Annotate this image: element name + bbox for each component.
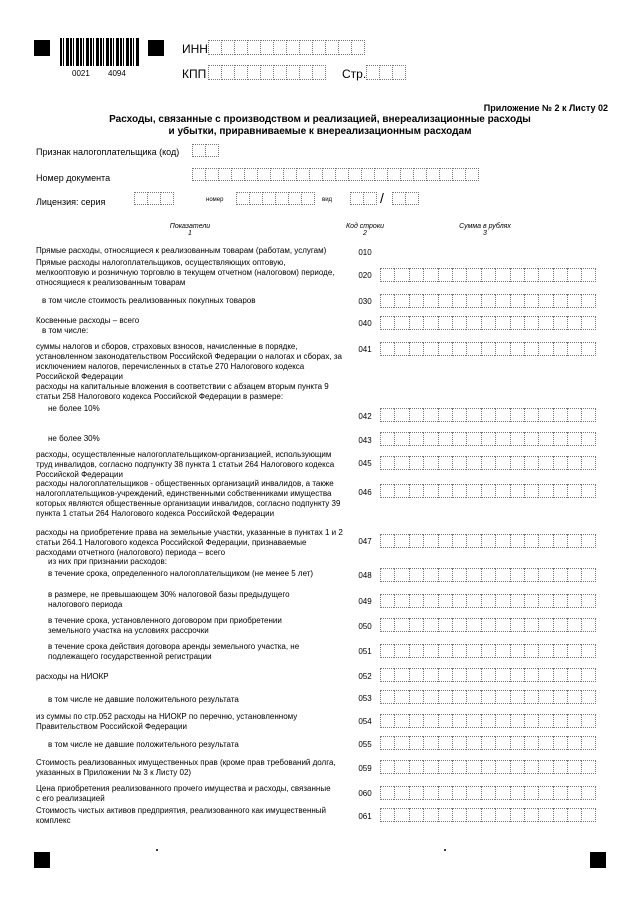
corner-marker-bottom-right — [590, 852, 606, 868]
doc-number-input[interactable] — [192, 168, 479, 181]
amount-input-043[interactable] — [380, 432, 596, 446]
row-code-053: 053 — [358, 694, 372, 703]
column-header-indicators: Показатели 1 — [169, 223, 211, 237]
row-label-040: Косвенные расходы – всего — [36, 316, 140, 325]
corner-marker-top-left — [34, 40, 50, 56]
row-code-055: 055 — [358, 740, 372, 749]
taxpayer-sign-label: Признак налогоплательщика (код) — [36, 147, 180, 157]
row-label-059: Стоимость реализованных имущественных прав (кроме прав требований долга, указанных в Приложении № 3 к Листу 02) — [36, 758, 336, 777]
row-label-020: Прямые расходы налогоплательщиков, осуществляющих оптовую, мелкооптовую и розничную торговлю в текущем отчетном (налоговом) периоде, относящиеся к реализованным товарам — [36, 258, 335, 287]
row-sub-047: из них при признании расходов: — [48, 557, 167, 566]
amount-input-042[interactable] — [380, 408, 596, 422]
row-label-042: не более 10% — [48, 404, 100, 413]
row-label-010: Прямые расходы, относящиеся к реализованным товарам (работам, услугам) — [36, 246, 327, 255]
inn-input[interactable] — [208, 40, 365, 55]
amount-input-047[interactable] — [380, 534, 596, 548]
row-label-030: в том числе стоимость реализованных покупных товаров — [42, 296, 256, 305]
amount-input-040[interactable] — [380, 316, 596, 330]
row-code-050: 050 — [358, 622, 372, 631]
barcode-number-right: 4094 — [108, 69, 126, 78]
row-label-052: расходы на НИОКР — [36, 672, 109, 681]
kpp-label: КПП — [182, 67, 207, 81]
registration-dot — [156, 849, 158, 851]
page-number-input[interactable] — [366, 65, 406, 80]
row-label-046: расходы налогоплательщиков - общественных организаций инвалидов, а также налогоплательщиков-учреждений, единственными собственниками имущества которых являются общественные организации инвалидов, согласно подпункту 39 пункта 1 статьи 264 Налогового кодекса Российской Федерации — [36, 479, 341, 518]
row-code-059: 059 — [358, 764, 372, 773]
row-label-050: в течение срока, установленного договором при приобретении земельного участка на условиях рассрочки — [48, 616, 282, 635]
row-code-060: 060 — [358, 789, 372, 798]
row-code-051: 051 — [358, 647, 372, 656]
amount-input-061[interactable] — [380, 808, 596, 822]
amount-input-052[interactable] — [380, 668, 596, 682]
row-label-060: Цена приобретения реализованного прочего имущества и расходы, связанные с его реализацией — [36, 784, 331, 803]
row-code-061: 061 — [358, 812, 372, 821]
row-code-048: 048 — [358, 571, 372, 580]
row-code-041: 041 — [358, 345, 372, 354]
row-label-capex: расходы на капитальные вложения в соответствии с абзацем вторым пункта 9 статьи 258 Налогового кодекса Российской Федерации в размере: — [36, 382, 329, 401]
inn-label: ИНН — [182, 42, 208, 56]
page-title-line2: и убытки, приравниваемые к внереализационным расходам — [168, 126, 472, 137]
kpp-input[interactable] — [208, 65, 326, 80]
row-code-042: 042 — [358, 412, 372, 421]
row-code-010: 010 — [358, 248, 372, 257]
row-label-054: из суммы по стр.052 расходы на НИОКР по перечню, установленному Правительством Российской Федерации — [36, 712, 298, 731]
corner-marker-top-mid — [148, 40, 164, 56]
amount-input-041[interactable] — [380, 342, 596, 356]
amount-input-053[interactable] — [380, 690, 596, 704]
license-series-input[interactable] — [134, 192, 174, 205]
page-title-line1: Расходы, связанные с производством и реализацией, внереализационные расходы — [109, 114, 531, 125]
row-code-049: 049 — [358, 597, 372, 606]
amount-input-050[interactable] — [380, 618, 596, 632]
row-label-041: суммы налогов и сборов, страховых взносов, начисленные в порядке, установленном законодательством Российской Федерации о налогах и сборах, за исключением налогов, перечисленных в статье 270 Налогового кодекса Российской Федерации — [36, 342, 342, 381]
license-type-slash: / — [380, 190, 384, 206]
amount-input-049[interactable] — [380, 594, 596, 608]
row-code-020: 020 — [358, 271, 372, 280]
row-label-053: в том числе не давшие положительного результата — [48, 695, 239, 704]
corner-marker-bottom-left — [34, 852, 50, 868]
row-code-030: 030 — [358, 297, 372, 306]
license-number-label: номер — [206, 197, 224, 203]
amount-input-055[interactable] — [380, 736, 596, 750]
row-code-043: 043 — [358, 436, 372, 445]
amount-input-030[interactable] — [380, 294, 596, 308]
amount-input-060[interactable] — [380, 786, 596, 800]
row-label-051: в течение срока действия договора аренды земельного участка, не подлежащего государственной регистрации — [48, 642, 300, 661]
page-label: Стр. — [342, 67, 367, 81]
amount-input-020[interactable] — [380, 268, 596, 282]
taxpayer-sign-input[interactable] — [192, 144, 219, 157]
amount-input-051[interactable] — [380, 644, 596, 658]
doc-number-label: Номер документа — [36, 173, 111, 183]
row-label-055: в том числе не давшие положительного результата — [48, 740, 239, 749]
amount-input-045[interactable] — [380, 456, 596, 470]
row-sub-040: в том числе: — [42, 326, 89, 335]
row-code-045: 045 — [358, 459, 372, 468]
license-number-input[interactable] — [236, 192, 315, 205]
column-header-amount: Сумма в рублях 3 — [459, 223, 511, 237]
license-series-label: Лицензия: серия — [36, 197, 106, 207]
row-code-047: 047 — [358, 537, 372, 546]
amount-input-054[interactable] — [380, 714, 596, 728]
column-header-line-code: Код строки 2 — [345, 223, 385, 237]
registration-dot — [444, 849, 446, 851]
row-label-043: не более 30% — [48, 434, 100, 443]
row-label-045: расходы, осуществленные налогоплательщиком-организацией, использующим труд инвалидов, согласно подпункту 38 пункта 1 статьи 264 Налогового кодекса Российской Федерации — [36, 450, 335, 479]
row-label-048: в течение срока, определенного налогоплательщиком (не менее 5 лет) — [48, 569, 314, 578]
row-label-047: расходы на приобретение права на земельные участки, указанные в пунктах 1 и 2 статьи 264.1 Налогового кодекса Российской Федерации, признаваемые расходами отчетного (налогового) периода – всего — [36, 528, 343, 557]
row-code-054: 054 — [358, 717, 372, 726]
row-label-061: Стоимость чистых активов предприятия, реализованного как имущественный комплекс — [36, 806, 327, 825]
amount-input-059[interactable] — [380, 760, 596, 774]
barcode — [60, 38, 140, 66]
row-code-040: 040 — [358, 319, 372, 328]
barcode-number-left: 0021 — [72, 69, 90, 78]
amount-input-046[interactable] — [380, 484, 596, 498]
license-type-input-b[interactable] — [392, 192, 419, 205]
license-type-input-a[interactable] — [350, 192, 377, 205]
amount-input-048[interactable] — [380, 568, 596, 582]
row-code-052: 052 — [358, 672, 372, 681]
row-code-046: 046 — [358, 488, 372, 497]
appendix-label: Приложение № 2 к Листу 02 — [483, 103, 608, 113]
row-label-049: в размере, не превышающем 30% налоговой базы предыдущего налогового периода — [48, 590, 290, 609]
license-type-label: вид — [322, 197, 333, 203]
